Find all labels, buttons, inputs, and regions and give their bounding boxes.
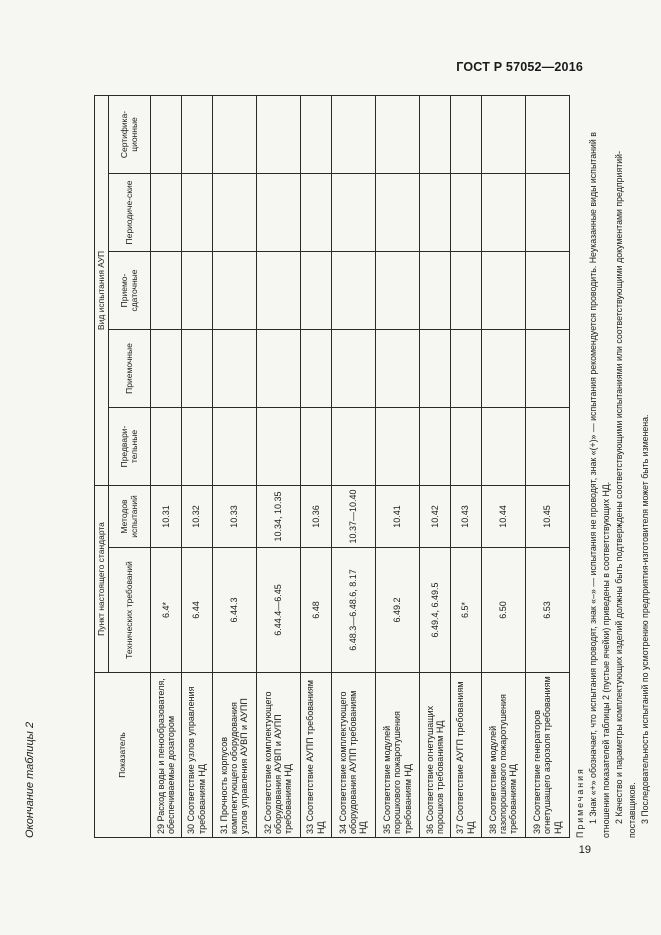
row-tech-req-cell: 6.5* [450,548,481,673]
notes-title: Примечания [575,767,585,838]
row-indicator-cell: 36 Соответствие огнетушащих порошков требованиям НД [420,673,451,838]
table-row [151,95,182,837]
row-indicator-cell: 38 Соответствие модулей газопорошкового пожаротушения требованиям НД [481,673,525,838]
table-row [375,95,419,837]
row-tech-req-cell: 6.44.3 [212,548,256,673]
row-preliminary-cell [420,408,451,486]
row-preliminary-cell [450,408,481,486]
header-acceptance: Приемочные [109,330,151,408]
row-test-method-cell: 10.44 [481,486,525,548]
row-indicator-cell: 33 Соответствие АУПП требованиям НД [300,673,331,838]
row-test-method-cell: 10.43 [450,486,481,548]
header-test-methods: Методов испытаний [109,486,151,548]
row-certification-cell [481,95,525,173]
row-certification-cell [181,95,212,173]
row-indicator-cell: 29 Расход воды и пенообразователя, обеспечиваемые дозатором [151,673,182,838]
page-number: 19 [578,844,591,856]
row-test-method-cell: 10.45 [525,486,569,548]
row-acceptance-cell [181,330,212,408]
header-delivery: Приемо-сдаточные [109,252,151,330]
table-row [420,95,451,837]
header-certification: Сертифика-ционные [109,95,151,173]
row-delivery-cell [525,252,569,330]
table-row [525,95,569,837]
row-certification-cell [525,95,569,173]
row-acceptance-cell [481,330,525,408]
row-acceptance-cell [375,330,419,408]
note-item: 3 Последовательность испытаний по усмотрению предприятия-изготовителя может быть изменена. [640,414,650,824]
row-delivery-cell [181,252,212,330]
row-acceptance-cell [300,330,331,408]
row-delivery-cell [331,252,375,330]
row-preliminary-cell [481,408,525,486]
row-delivery-cell [300,252,331,330]
row-indicator-cell: 32 Соответствие комплектующего оборудования АУВП и АУПП требованиям НД [256,673,300,838]
row-tech-req-cell: 6.44.4—6.45 [256,548,300,673]
row-periodic-cell [300,174,331,252]
table-row [300,95,331,837]
header-indicator: Показатель [95,673,151,838]
table-row [256,95,300,837]
row-periodic-cell [331,174,375,252]
row-delivery-cell [375,252,419,330]
row-test-method-cell: 10.42 [420,486,451,548]
row-tech-req-cell: 6.53 [525,548,569,673]
row-preliminary-cell [525,408,569,486]
row-preliminary-cell [151,408,182,486]
row-tech-req-cell: 6.49.2 [375,548,419,673]
row-test-method-cell: 10.41 [375,486,419,548]
table-row [181,95,212,837]
header-periodic: Периодиче-ские [109,174,151,252]
row-certification-cell [420,95,451,173]
row-tech-req-cell: 6.49.4, 6.49.5 [420,548,451,673]
row-indicator-cell: 35 Соответствие модулей порошкового пожаротушения требованиям НД [375,673,419,838]
row-acceptance-cell [450,330,481,408]
header-tech-req: Технических требований [109,548,151,673]
row-delivery-cell [151,252,182,330]
row-periodic-cell [481,174,525,252]
row-preliminary-cell [181,408,212,486]
row-delivery-cell [420,252,451,330]
row-periodic-cell [525,174,569,252]
note-item: 1 Знак «+» обозначает, что испытания проводят, знак «–» — испытания не проводят, знак «(+)» — испытания рекомендуется проводить. Неуказанные виды испытаний в отношении показателей таблицы 2 (пустые ячейки) приведены в соответствующих НД. [588,132,611,838]
row-certification-cell [450,95,481,173]
row-indicator-cell: 30 Соответствие узлов управления требованиям НД [181,673,212,838]
header-tests-group: Вид испытания АУП [95,95,109,485]
row-test-method-cell: 10.32 [181,486,212,548]
row-delivery-cell [212,252,256,330]
tests-table [94,95,570,838]
row-tech-req-cell: 6.48.3—6.48.6, 8.17 [331,548,375,673]
table-caption: Окончание таблицы 2 [24,721,36,838]
row-indicator-cell: 39 Соответствие генераторов огнетушащего аэрозоля требованиям НД [525,673,569,838]
row-periodic-cell [450,174,481,252]
table-row [331,95,375,837]
table-row [450,95,481,837]
row-periodic-cell [256,174,300,252]
row-tech-req-cell: 6.4* [151,548,182,673]
row-preliminary-cell [212,408,256,486]
row-periodic-cell [212,174,256,252]
row-test-method-cell: 10.34, 10.35 [256,486,300,548]
row-acceptance-cell [256,330,300,408]
note-item: 2 Качество и параметры комплектующих изделий должны быть подтверждены соответствующими испытаниями или соответствующими документами предприятий-поставщиков. [614,151,637,838]
row-preliminary-cell [256,408,300,486]
row-acceptance-cell [420,330,451,408]
notes-block [574,96,652,838]
row-indicator-cell: 34 Соответствие комплектующего оборудования АУПП требованиям НД [331,673,375,838]
row-periodic-cell [420,174,451,252]
row-acceptance-cell [331,330,375,408]
table-row [212,95,256,837]
table-row [481,95,525,837]
row-delivery-cell [256,252,300,330]
row-preliminary-cell [375,408,419,486]
row-indicator-cell: 31 Прочность корпусов комплектующего оборудования узлов управления АУВП и АУПП [212,673,256,838]
row-preliminary-cell [300,408,331,486]
row-acceptance-cell [212,330,256,408]
header-preliminary: Предвари-тельные [109,408,151,486]
row-certification-cell [256,95,300,173]
row-acceptance-cell [525,330,569,408]
row-periodic-cell [151,174,182,252]
row-delivery-cell [481,252,525,330]
document-code: ГОСТ Р 57052—2016 [456,60,583,74]
header-standard-group: Пункт настоящего стандарта [95,486,109,673]
row-periodic-cell [181,174,212,252]
row-delivery-cell [450,252,481,330]
row-acceptance-cell [151,330,182,408]
row-test-method-cell: 10.36 [300,486,331,548]
row-periodic-cell [375,174,419,252]
row-tech-req-cell: 6.48 [300,548,331,673]
row-certification-cell [212,95,256,173]
row-tech-req-cell: 6.44 [181,548,212,673]
row-certification-cell [300,95,331,173]
row-indicator-cell: 37 Соответствие АУГП требованиям НД [450,673,481,838]
row-tech-req-cell: 6.50 [481,548,525,673]
row-certification-cell [151,95,182,173]
row-test-method-cell: 10.31 [151,486,182,548]
row-certification-cell [331,95,375,173]
row-certification-cell [375,95,419,173]
row-test-method-cell: 10.37—10.40 [331,486,375,548]
row-preliminary-cell [331,408,375,486]
row-test-method-cell: 10.33 [212,486,256,548]
